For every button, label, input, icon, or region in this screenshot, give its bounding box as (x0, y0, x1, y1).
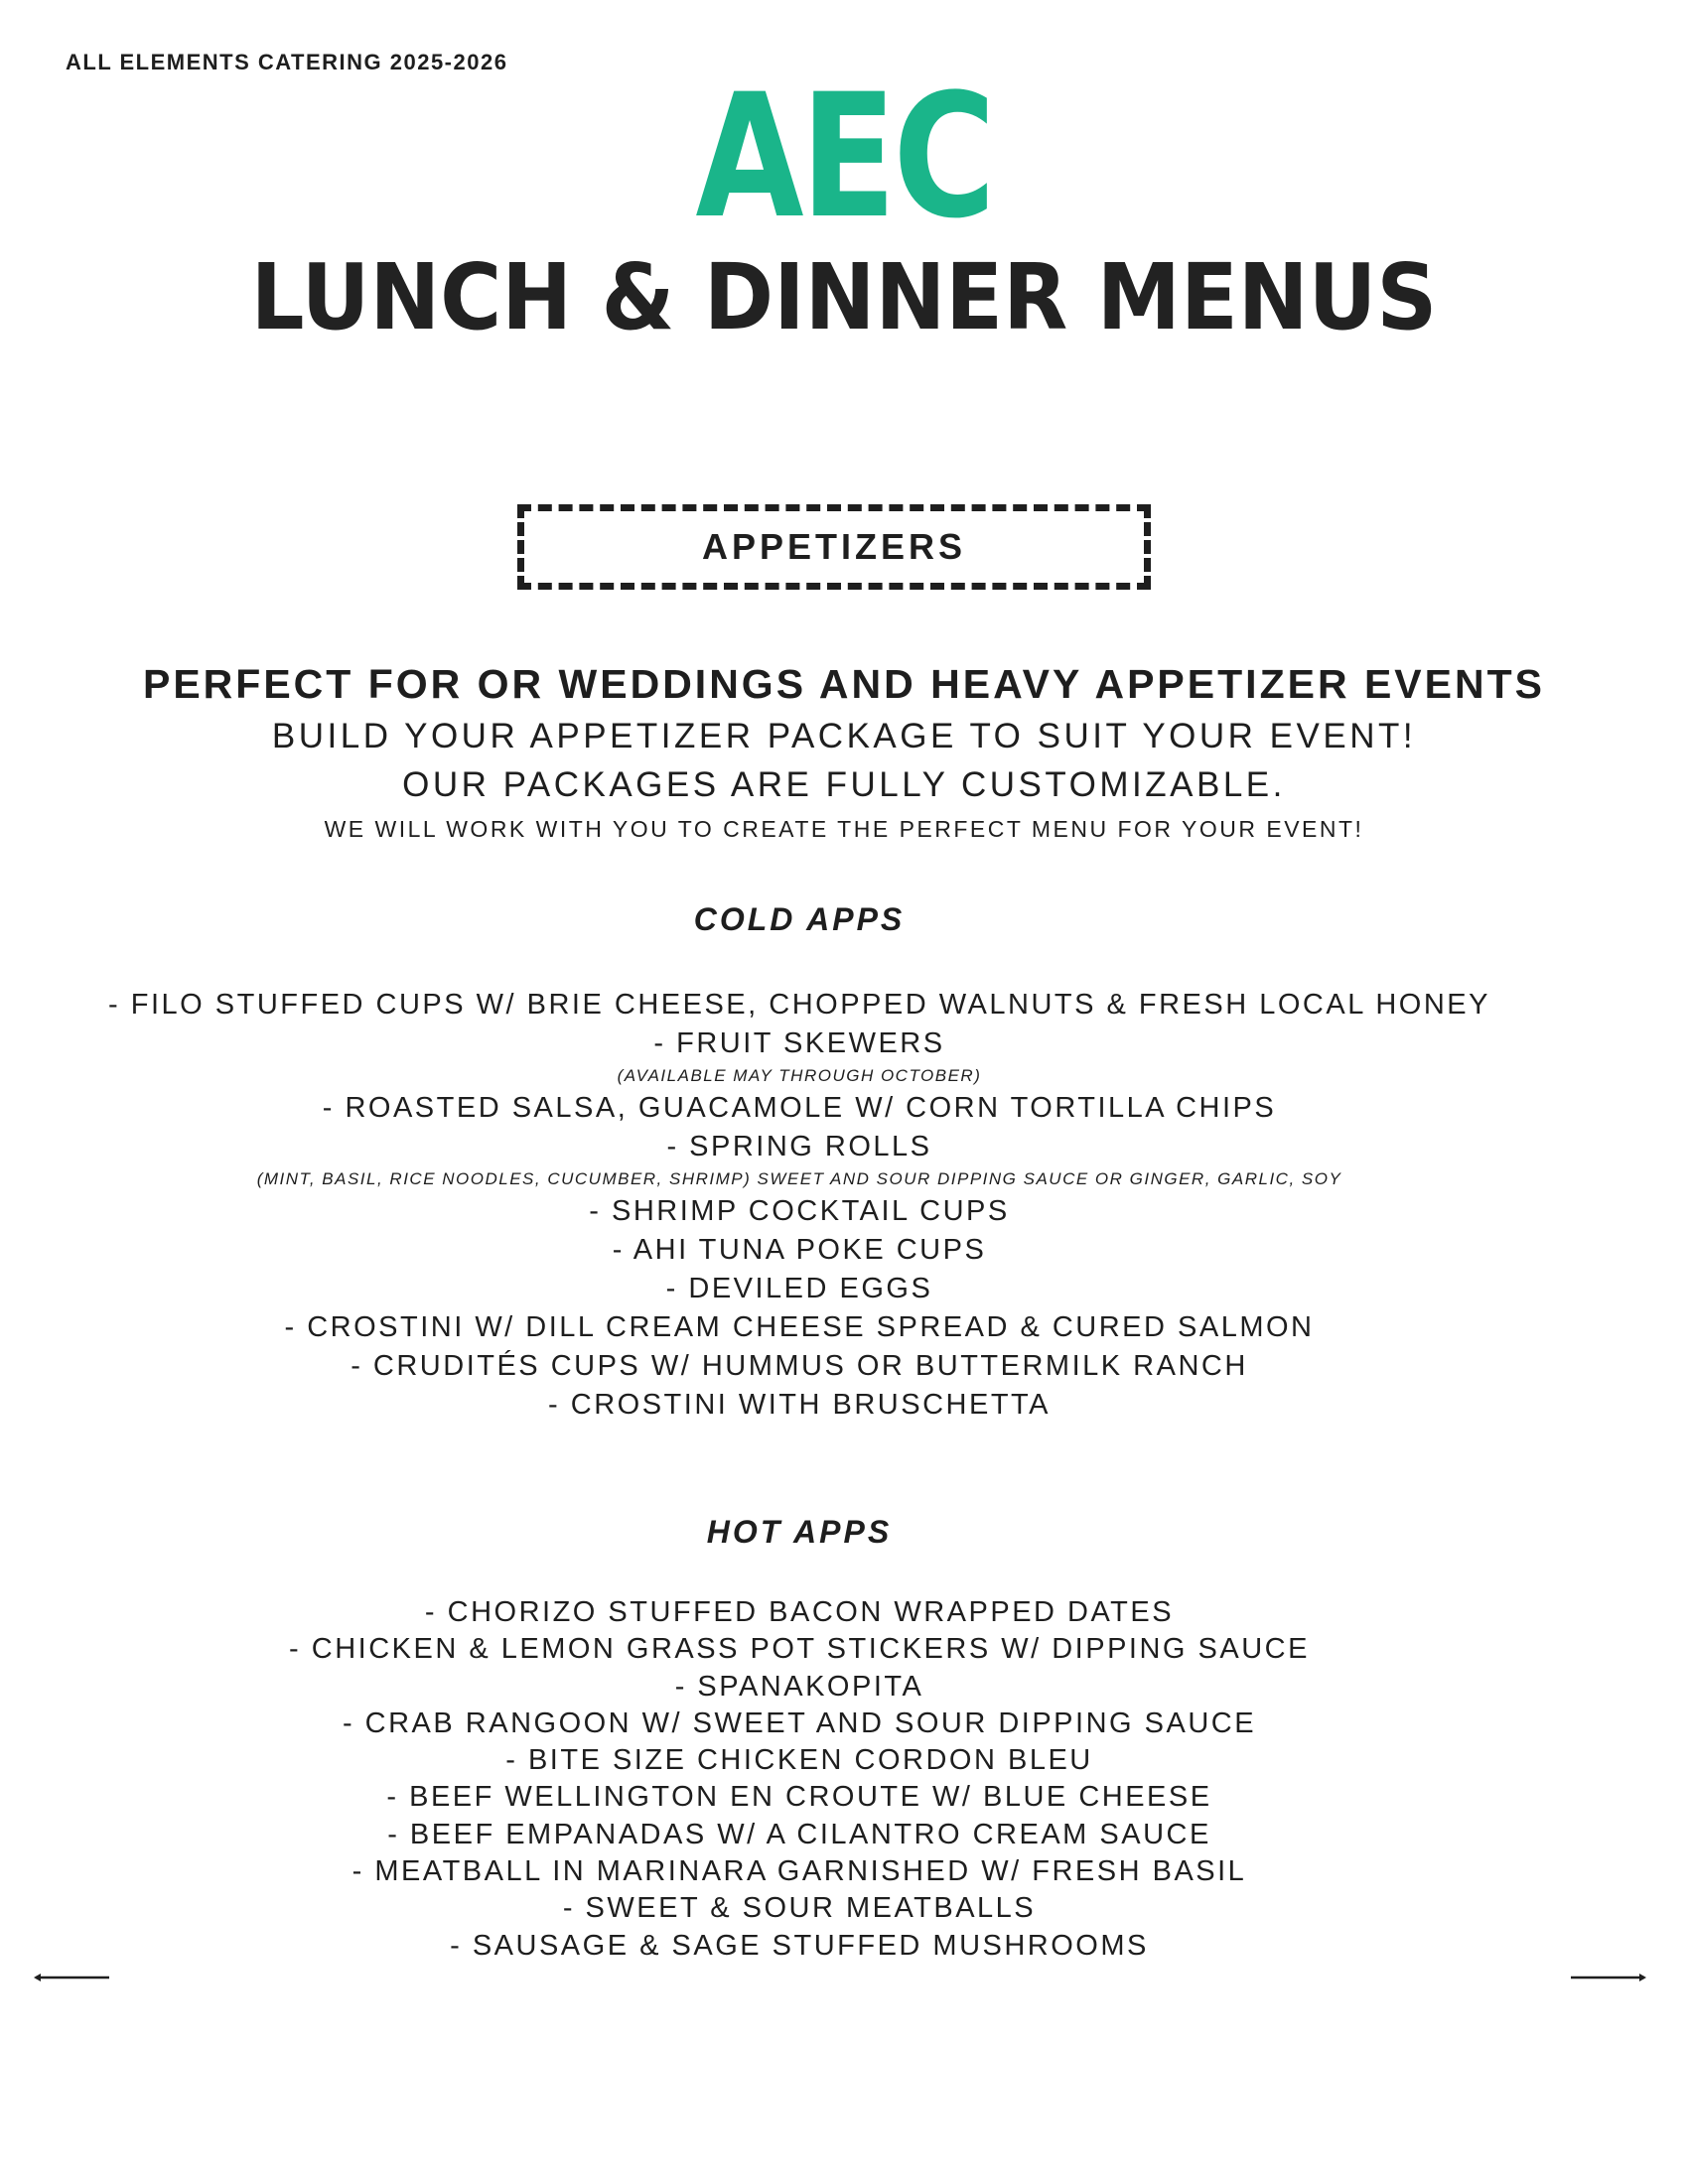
cold-apps-heading: COLD APPS (693, 901, 906, 937)
intro-heading: PERFECT FOR OR WEDDINGS AND HEAVY APPETIZER EVENTS (142, 661, 1545, 707)
list-item: - AHI TUNA POKE CUPS (612, 1234, 987, 1266)
list-item: - SPRING ROLLS (666, 1131, 932, 1162)
section-label: APPETIZERS (701, 526, 967, 567)
list-item: - BITE SIZE CHICKEN CORDON BLEU (505, 1744, 1093, 1777)
list-item: - SHRIMP COCKTAIL CUPS (589, 1195, 1010, 1227)
list-item: - BEEF WELLINGTON EN CROUTE W/ BLUE CHEESE (386, 1781, 1212, 1814)
aec-logo: AEC (695, 57, 993, 256)
hot-apps-list (0, 1594, 1599, 1965)
list-item: - CRAB RANGOON W/ SWEET AND SOUR DIPPING SAUCE (342, 1706, 1257, 1739)
list-item: - FILO STUFFED CUPS W/ BRIE CHEESE, CHOPPED WALNUTS & FRESH LOCAL HONEY (108, 989, 1490, 1021)
list-item: - CROSTINI W/ DILL CREAM CHEESE SPREAD & CURED SALMON (284, 1311, 1315, 1343)
list-item: - DEVILED EGGS (665, 1273, 933, 1304)
list-item: - FRUIT SKEWERS (653, 1027, 945, 1059)
intro-line-1: BUILD YOUR APPETIZER PACKAGE TO SUIT YOUR EVENT! (271, 717, 1417, 755)
page-title: LUNCH & DINNER MENUS (250, 244, 1438, 350)
list-item: - SWEET & SOUR MEATBALLS (562, 1892, 1037, 1925)
list-item: - CHICKEN & LEMON GRASS POT STICKERS W/ DIPPING SAUCE (289, 1633, 1310, 1666)
arrow-left-icon[interactable] (32, 1970, 111, 1985)
intro-small: WE WILL WORK WITH YOU TO CREATE THE PERFECT MENU FOR YOUR EVENT! (324, 816, 1364, 842)
list-item: - CRUDITÉS CUPS W/ HUMMUS OR BUTTERMILK RANCH (351, 1350, 1248, 1382)
list-item: - MEATBALL IN MARINARA GARNISHED W/ FRESH BASIL (352, 1855, 1247, 1888)
item-note: (MINT, BASIL, RICE NOODLES, CUCUMBER, SHRIMP) SWEET AND SOUR DIPPING SAUCE OR GINGER, GARLIC, SOY (256, 1169, 1342, 1188)
section-box-appetizers (517, 504, 1151, 590)
item-note: (AVAILABLE MAY THROUGH OCTOBER) (617, 1066, 982, 1085)
arrow-right-icon[interactable] (1569, 1970, 1648, 1985)
list-item: - BEEF EMPANADAS W/ A CILANTRO CREAM SAUCE (387, 1818, 1211, 1850)
intro-line-2: OUR PACKAGES ARE FULLY CUSTOMIZABLE. (402, 765, 1286, 804)
list-item: - ROASTED SALSA, GUACAMOLE W/ CORN TORTILLA CHIPS (322, 1092, 1277, 1124)
list-item: - SAUSAGE & SAGE STUFFED MUSHROOMS (450, 1929, 1149, 1962)
hot-apps-heading: HOT APPS (706, 1514, 893, 1550)
list-item: - SPANAKOPITA (674, 1670, 924, 1703)
list-item: - CROSTINI WITH BRUSCHETTA (548, 1389, 1051, 1421)
list-item: - CHORIZO STUFFED BACON WRAPPED DATES (424, 1596, 1175, 1628)
cold-apps-list (0, 986, 1599, 1425)
header-label: ALL ELEMENTS CATERING 2025-2026 (66, 50, 508, 74)
